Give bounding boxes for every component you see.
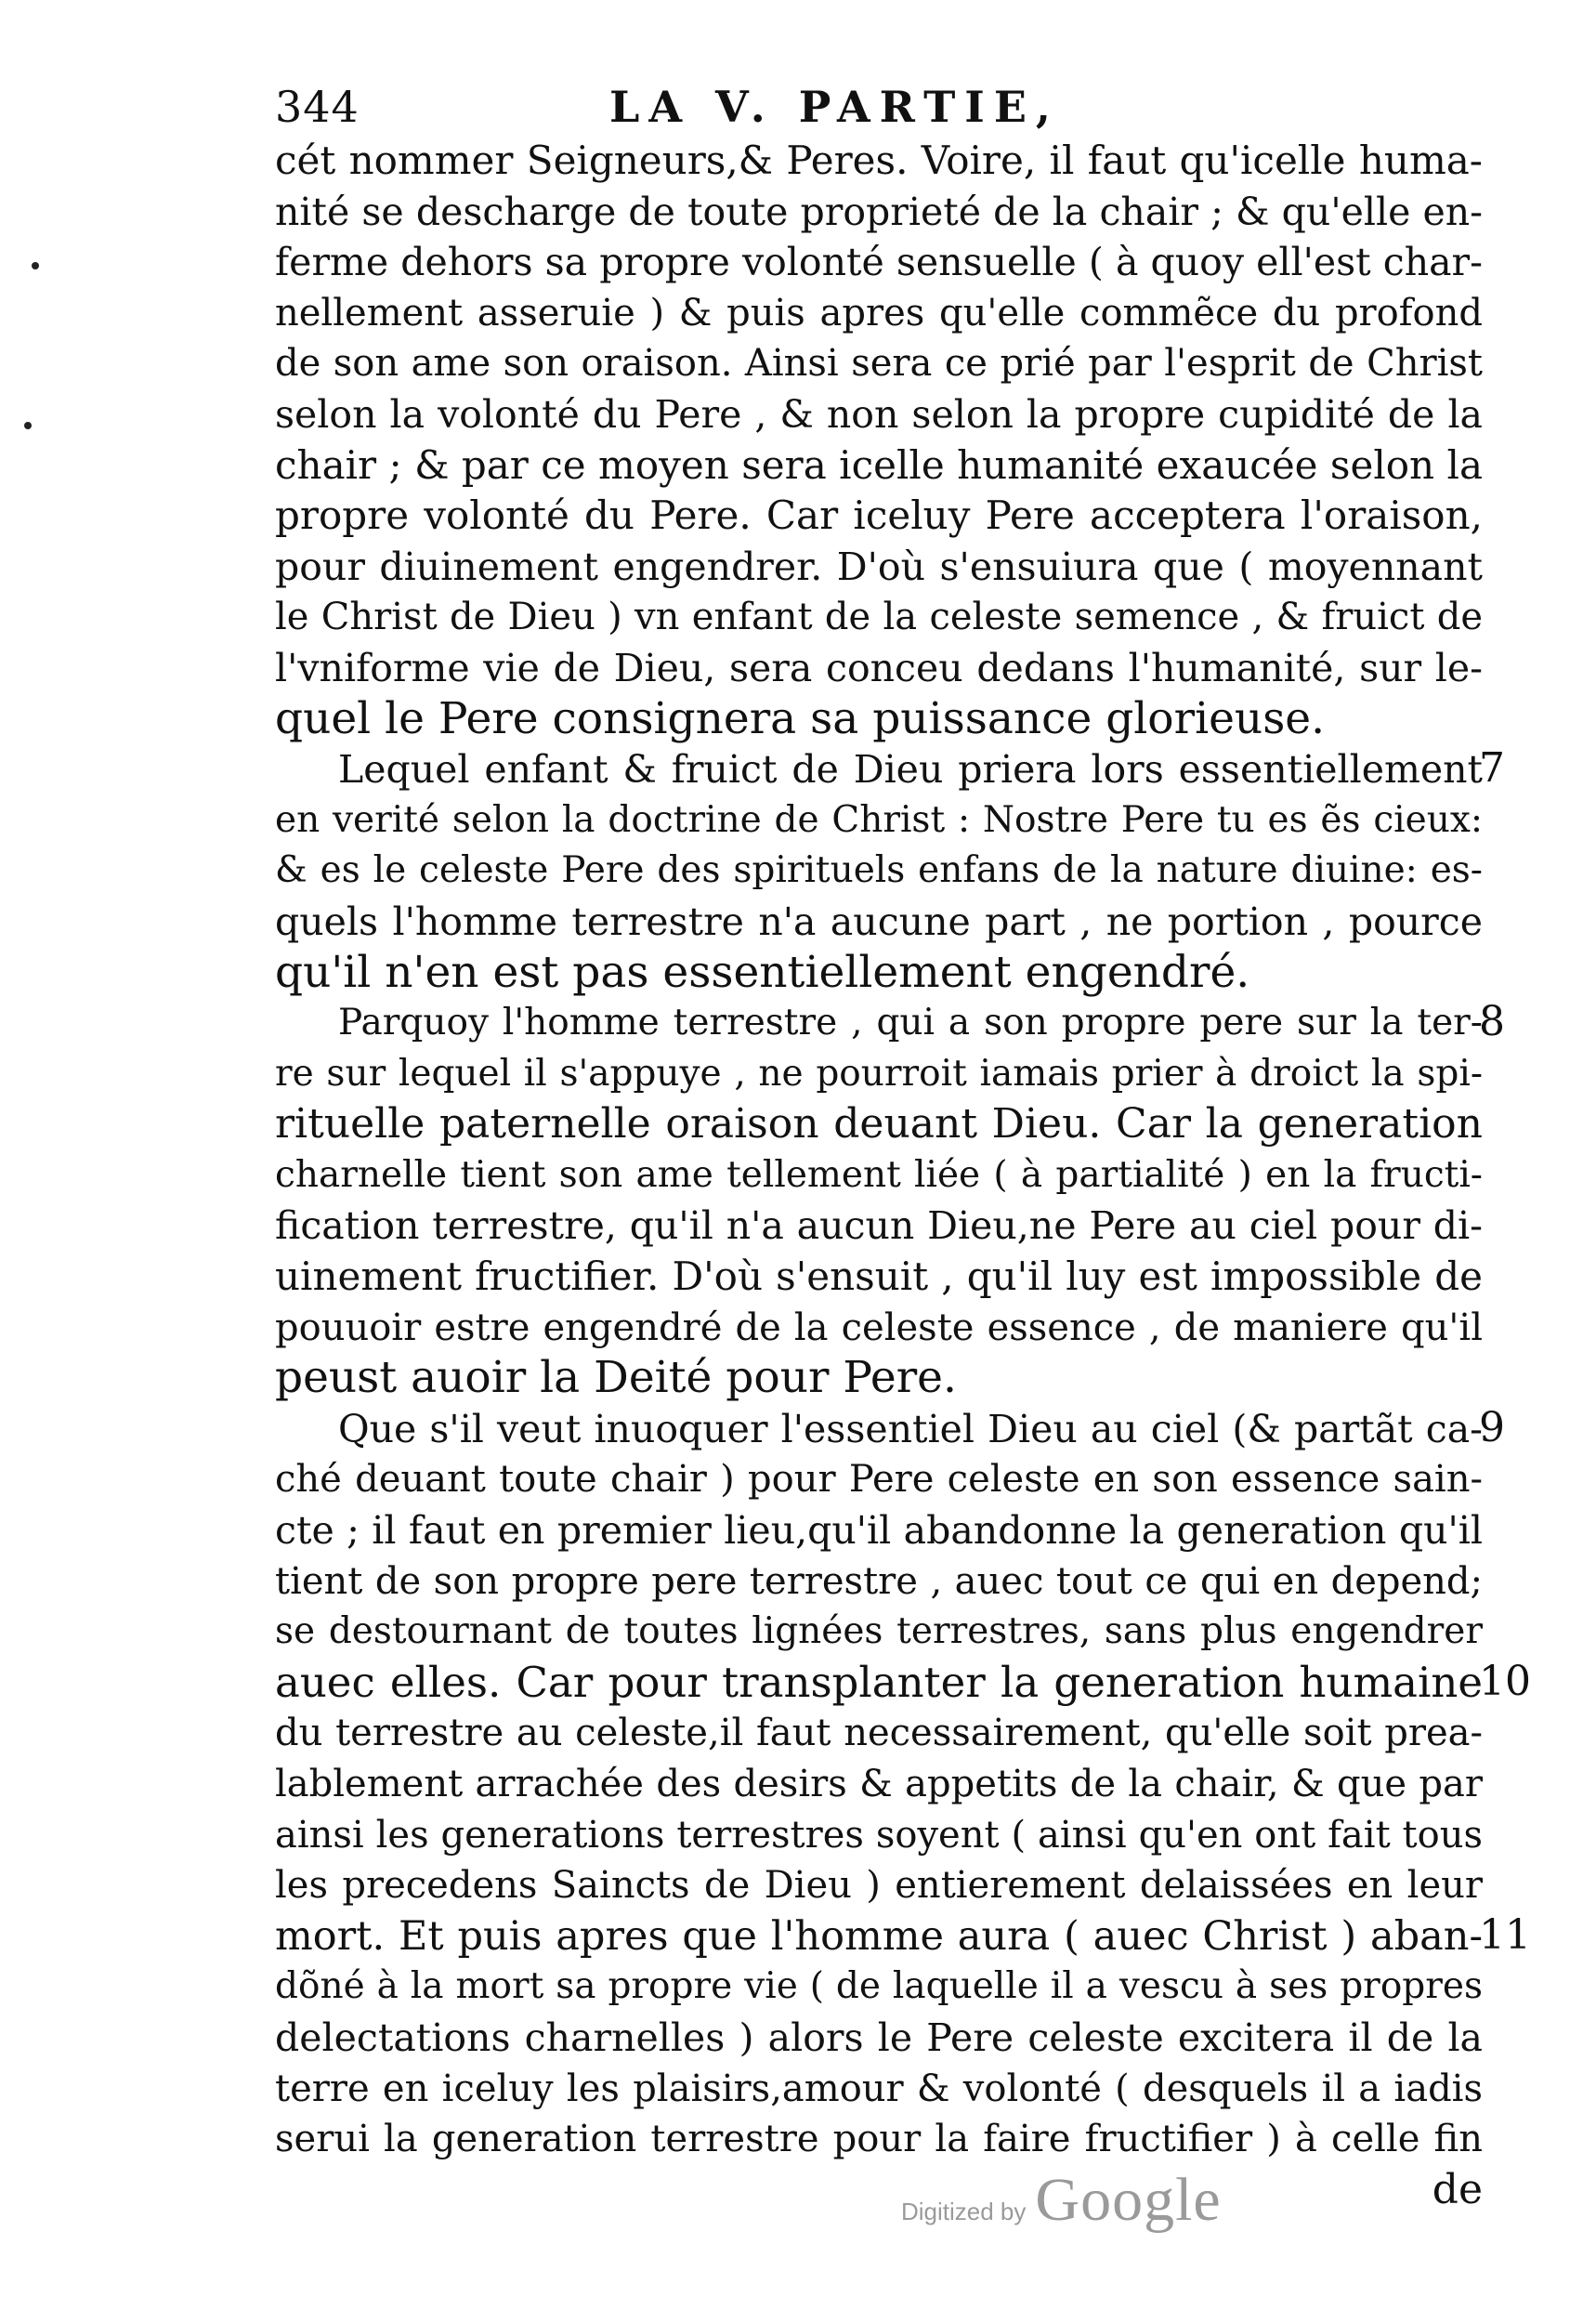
page-header [275,82,1483,138]
text-line: re sur lequel il s'appuye , ne pourroit iamais prier à droict la spi- [275,1052,1483,1095]
google-logo: Google [1035,2166,1222,2234]
margin-number: 8 [1479,998,1505,1046]
text-line: selon la volonté du Pere , & non selon la propre cupidité de la [275,391,1483,437]
text-line: delectations charnelles ) alors le Pere celeste excitera il de la [275,2015,1483,2060]
digitized-by-watermark [901,2165,1222,2236]
catchword: de [1432,2165,1483,2213]
text-line: nellement asseruie ) & puis apres qu'elle commẽce du profond [275,291,1483,335]
text-line: Lequel enfant & fruict de Dieu priera lors essentiellement [338,747,1483,793]
text-line: ché deuant toute chair ) pour Pere celeste en son essence sain- [275,1458,1483,1502]
text-line: ferme dehors sa propre volonté sensuelle ( à quoy ell'est char- [275,240,1483,285]
text-line: du terrestre au celeste,il faut necessairement, qu'elle soit prea- [275,1712,1483,1755]
running-head: LA V. PARTIE, [609,82,1060,132]
paragraph [275,1403,1531,2165]
paragraph [275,998,1505,1404]
text-line: peust auoir la Deité pour Pere. [275,1352,957,1404]
text-line: quels l'homme terrestre n'a aucune part , ne portion , pource [275,899,1483,944]
text-line: les precedens Saincts de Dieu ) entierement delaissées en leur [275,1864,1483,1908]
text-line: cét nommer Seigneurs,& Peres. Voire, il faut qu'icelle huma- [275,138,1483,183]
text-line: qu'il n'en est pas essentiellement engendré. [275,946,1250,998]
text-line: se destournant de toutes lignées terrestres, sans plus engendrer [275,1610,1483,1653]
text-line: pouuoir estre engendré de la celeste essence , de maniere qu'il [275,1306,1483,1349]
text-line: pour diuinement engendrer. D'où s'ensuiura que ( moyennant [275,544,1483,589]
body-text [275,136,1531,2215]
margin-number: 11 [1479,1910,1531,1959]
text-line: fication terrestre, qu'il n'a aucun Dieu,ne Pere au ciel pour di- [275,1203,1483,1249]
text-line: l'vniforme vie de Dieu, sera conceu dedans l'humanité, sur le- [275,645,1483,690]
text-line: cte ; il faut en premier lieu,qu'il abandonne la generation qu'il [275,1508,1483,1554]
text-line: chair ; & par ce moyen sera icelle humanité exaucée selon la [275,441,1483,488]
text-line: Parquoy l'homme terrestre , qui a son propre pere sur la ter- [338,1002,1483,1044]
text-line: le Christ de Dieu ) vn enfant de la celeste semence , & fruict de [275,596,1483,639]
text-line: lablement arrachée des desirs & appetits de la chair, & que par [275,1763,1483,1805]
text-line: & es le celeste Pere des spirituels enfans de la nature diuine: es- [275,849,1483,892]
text-line: propre volonté du Pere. Car iceluy Pere acceptera l'oraison, [275,492,1483,539]
text-line: serui la generation terrestre pour la faire fructifier ) à celle fin [275,2118,1483,2161]
digitized-by-label: Digitized by [901,2198,1027,2225]
text-line: nité se descharge de toute proprieté de la chair ; & qu'elle en- [275,189,1483,234]
text-line: en verité selon la doctrine de Christ : Nostre Pere tu es ẽs cieux: [275,798,1483,841]
paragraph [275,744,1505,998]
stray-mark [32,262,39,269]
text-line: de son ame son oraison. Ainsi sera ce prié par l'esprit de Christ [275,342,1483,386]
text-line: auec elles. Car pour transplanter la generation humaine [275,1657,1483,1707]
text-line: ainsi les generations terrestres soyent ( ainsi qu'en ont fait tous [275,1813,1483,1857]
text-line: tient de son propre pere terrestre , auec tout ce qui en depend; [275,1559,1483,1603]
text-line: uinement fructifier. D'où s'ensuit , qu'il luy est impossible de [275,1253,1483,1300]
text-line: terre en iceluy les plaisirs,amour & volonté ( desquels il a iadis [275,2067,1483,2110]
text-line: charnelle tient son ame tellement liée ( à partialité ) en la fructi- [275,1153,1483,1196]
text-line: mort. Et puis apres que l'homme aura ( auec Christ ) aban- [275,1912,1483,1960]
margin-number: 9 [1479,1403,1505,1451]
stray-mark [24,422,32,429]
text-line: Que s'il veut inuoquer l'essentiel Dieu au ciel (& partãt ca- [338,1406,1483,1451]
text-line: dõné à la mort sa propre vie ( de laquelle il a vescu à ses propres [275,1965,1483,2008]
paragraph [275,136,1483,744]
margin-number: 7 [1479,744,1505,793]
text-line: quel le Pere consignera sa puissance glorieuse. [275,692,1326,744]
text-line: rituelle paternelle oraison deuant Dieu. Car la generation [275,1100,1483,1148]
page-number: 344 [275,82,360,132]
margin-number: 10 [1479,1657,1531,1705]
